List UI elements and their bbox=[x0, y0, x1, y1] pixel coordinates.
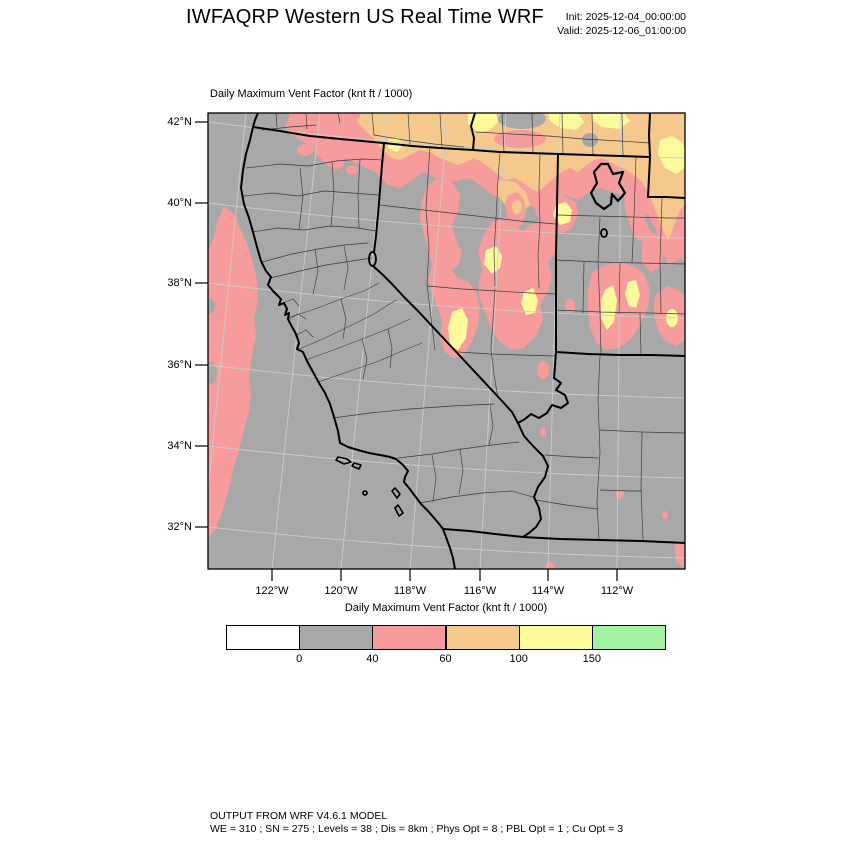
colorbar-tick-label: 60 bbox=[439, 653, 452, 665]
colorbar-tick-label: 150 bbox=[582, 653, 601, 665]
lat-tick-label: 34°N bbox=[167, 440, 192, 452]
colorbar-cell bbox=[519, 625, 593, 650]
lat-tick-label: 42°N bbox=[167, 116, 192, 128]
lat-tick-label: 38°N bbox=[167, 277, 192, 289]
page-title: IWFAQRP Western US Real Time WRF bbox=[186, 6, 544, 28]
map-title: Daily Maximum Vent Factor (knt ft / 1000) bbox=[210, 88, 413, 100]
colorbar-cell bbox=[372, 625, 446, 650]
footer-line1: OUTPUT FROM WRF V4.6.1 MODEL bbox=[210, 810, 388, 822]
lat-tick-label: 36°N bbox=[167, 359, 192, 371]
lon-tick-label: 122°W bbox=[255, 585, 289, 597]
colorbar-tick-label: 100 bbox=[509, 653, 528, 665]
valid-timestamp: Valid: 2025-12-06_01:00:00 bbox=[557, 24, 686, 37]
lon-tick-label: 112°W bbox=[600, 585, 634, 597]
lon-tick-label: 116°W bbox=[463, 585, 497, 597]
lon-tick-label: 114°W bbox=[531, 585, 565, 597]
init-timestamp: Init: 2025-12-04_00:00:00 bbox=[565, 11, 686, 23]
colorbar-tick-label: 0 bbox=[296, 653, 303, 665]
map-area bbox=[200, 109, 685, 570]
lat-tick-label: 40°N bbox=[167, 197, 192, 209]
colorbar-title: Daily Maximum Vent Factor (knt ft / 1000) bbox=[344, 602, 548, 614]
lat-tick-label: 32°N bbox=[167, 521, 192, 533]
colorbar-tick-label: 40 bbox=[366, 653, 379, 665]
colorbar-cell bbox=[592, 625, 666, 650]
colorbar-cell bbox=[446, 625, 520, 650]
model-footer bbox=[210, 810, 623, 836]
footer-line2: WE = 310 ; SN = 275 ; Levels = 38 ; Dis = 8km ; Phys Opt = 8 ; PBL Opt = 1 ; Cu Opt = 3 bbox=[210, 823, 624, 835]
colorbar-cell bbox=[299, 625, 373, 650]
colorbar-cell bbox=[226, 625, 300, 650]
lon-tick-label: 118°W bbox=[393, 585, 427, 597]
lon-tick-label: 120°W bbox=[324, 585, 358, 597]
